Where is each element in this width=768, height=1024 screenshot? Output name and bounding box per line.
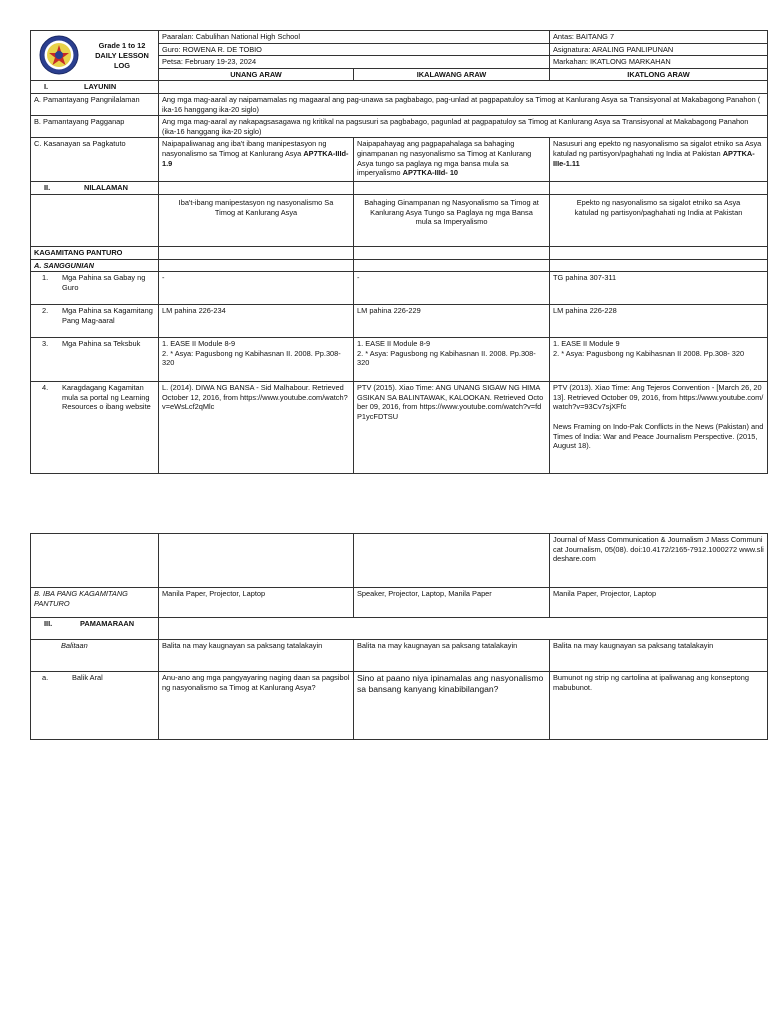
asignatura-field: Asignatura: ARALING PANLIPUNAN xyxy=(550,43,768,56)
markahan-field: Markahan: IKATLONG MARKAHAN xyxy=(550,56,768,69)
row3-day1-b: 2. * Asya: Pagusbong ng Kabihasnan II. 2008. Pp.308-320 xyxy=(162,348,341,368)
paaralan-field: Paaralan: Cabulihan National High School xyxy=(159,31,550,44)
iba-day2: Speaker, Projector, Laptop, Manila Paper xyxy=(354,588,550,618)
pangnilalaman-label: A. Pamantayang Pangnilalaman xyxy=(31,93,159,115)
row4-num: 4. xyxy=(42,383,49,393)
day2-header: IKALAWANG ARAW xyxy=(354,68,550,81)
kasanayan-day2-text: Naipapahayag ang pagpapahalaga sa bahaging ginampanan ng nasyonalismo sa Timog at Kanlurang Asya tungo sa paglaya ng mga bansa mula sa imperyalismo xyxy=(357,139,532,178)
row3-day3-a: 1. EASE II Module 9 xyxy=(553,339,620,349)
table-row xyxy=(31,338,768,382)
row4-day2: PTV (2015). Xiao Time: ANG UNANG SIGAW NG HIMAGSIKAN SA BALINTAWAK, KALOOKAN. Retrieved October 09, 2016, from https://www.youtube.com/watch?v=fdP1ycFDTSU xyxy=(354,382,550,474)
sanggunian-label: A. SANGGUNIAN xyxy=(31,259,159,272)
day1-header: UNANG ARAW xyxy=(159,68,354,81)
kasanayan-day1-text: Naipapaliwanag ang iba't ibang manipestasyon ng nasyonalismo sa Timog at Kanlurang Asya xyxy=(162,139,327,158)
row4-day3 xyxy=(550,382,768,474)
iba-label: B. IBA PANG KAGAMITANG PANTURO xyxy=(31,588,159,618)
balik-label: Balik Aral xyxy=(72,673,103,682)
kasanayan-day1-code: AP7TKA-IIId-1.9 xyxy=(162,148,349,168)
kasanayan-day2 xyxy=(354,138,550,182)
layunin-row xyxy=(31,81,768,94)
kasanayan-label: C. Kasanayan sa Pagkatuto xyxy=(31,138,159,182)
layunin-label: LAYUNIN xyxy=(84,82,117,92)
nilalaman-num: II. xyxy=(44,183,51,193)
row1-day1: - xyxy=(159,272,354,305)
petsa-field: Petsa: February 19-23, 2024 xyxy=(159,56,550,69)
grade-daily-lesson-log-label: Grade 1 to 12 DAILY LESSON LOG xyxy=(95,41,149,70)
balitaan-label: Balitaan xyxy=(31,640,159,672)
day3-header: IKATLONG ARAW xyxy=(550,68,768,81)
kasanayan-day3-text: Nasusuri ang epekto ng nasyonalismo sa sigalot etniko sa Asya katulad ng partisyon/paghahati ng India at Pakistan xyxy=(553,139,762,158)
table-row xyxy=(31,382,768,474)
row1-day3: TG pahina 307-311 xyxy=(550,272,768,305)
kagamitan-label: KAGAMITANG PANTURO xyxy=(31,246,159,259)
kasanayan-day3-code: AP7TKA-IIIe-1.11 xyxy=(553,148,755,168)
header-logo-cell xyxy=(31,31,159,81)
row2-day2: LM pahina 226-229 xyxy=(354,305,550,338)
row1-label: Mga Pahina sa Gabay ng Guro xyxy=(62,273,146,292)
guro-field: Guro: ROWENA R. DE TOBIO xyxy=(159,43,550,56)
row3-label: Mga Pahina sa Teksbuk xyxy=(62,339,141,349)
lesson-log-table-page2 xyxy=(30,533,768,740)
row2-day3: LM pahina 226-228 xyxy=(550,305,768,338)
row4-day3-b: News Framing on Indo-Pak Conflicts in the News (Pakistan) and Times of India: War and Peace Journalism Perspective. (2015, August 18). xyxy=(553,421,764,451)
row4-day1: L. (2014). DIWA NG BANSA - Sid Malhabour. Retrieved October 12, 2016, from https://www.youtube.com/watch?v=eWsLcf2qMlc xyxy=(159,382,354,474)
row2-day1: LM pahina 226-234 xyxy=(159,305,354,338)
table-row xyxy=(31,305,768,338)
row4-day3-a: PTV (2013). Xiao Time: Ang Tejeros Convention - [March 26, 2013]. Retrieved October 09, 2016, from https://www.youtube.com/watch?v=93Cv7sjXFfc xyxy=(553,383,764,412)
pagganap-label: B. Pamantayang Pagganap xyxy=(31,116,159,138)
row1-day2: - xyxy=(354,272,550,305)
iba-day3: Manila Paper, Projector, Laptop xyxy=(550,588,768,618)
balik-day1: Anu-ano ang mga pangyayaring naging daan sa pagsibol ng nasyonalismo sa Timog at Kanlurang Asya? xyxy=(159,672,354,740)
row3-day1-a: 1. EASE II Module 8-9 xyxy=(162,339,236,349)
row3-day2-b: 2. * Asya: Pagusbong ng Kabihasnan II. 2008. Pp.308-320 xyxy=(357,348,536,368)
row3-day1 xyxy=(159,338,354,382)
row3-day3 xyxy=(550,338,768,382)
nilalaman-day3: Epekto ng nasyonalismo sa sigalot etniko sa Asya katulad ng partisyon/paghahati ng India at Pakistan xyxy=(550,194,768,246)
pagganap-text: Ang mga mag-aaral ay nakapagsasagawa ng kritikal na pagsusuri sa pagbabago, pagunlad at pagpapatuloy sa Timog at Kanlurang Asya sa Transisyonal at Makabagong Panahon (ika-16 hanggang ika-20 siglo) xyxy=(159,116,768,138)
iba-day1: Manila Paper, Projector, Laptop xyxy=(159,588,354,618)
balitaan-day1: Balita na may kaugnayan sa paksang tatalakayin xyxy=(159,640,354,672)
row1-num: 1. xyxy=(42,273,49,283)
nilalaman-day2: Bahaging Ginampanan ng Nasyonalismo sa Timog at Kanlurang Asya Tungo sa Paglaya ng mga Bansa mula sa Imperyalismo xyxy=(354,194,550,246)
balik-day2: Sino at paano niya ipinamalas ang nasyonalismo sa bansang kanyang kinabibilangan? xyxy=(354,672,550,740)
kasanayan-day3 xyxy=(550,138,768,182)
balik-day3: Bumunot ng strip ng cartolina at ipaliwanag ang konseptong mabubunot. xyxy=(550,672,768,740)
balitaan-day2: Balita na may kaugnayan sa paksang tatalakayin xyxy=(354,640,550,672)
pangnilalaman-text: Ang mga mag-aaral ay naipamamalas ng magaaral ang pag-unawa sa pagbabago, pag-unlad at pagpapatuloy sa Timog at Kanlurang Asya sa Transisyonal at Makabagong Panahon ( ika-16 hanggang ika-20 siglo) xyxy=(159,93,768,115)
journal-citation: Journal of Mass Communication & Journalism J Mass Communicat Journalism, 05(08). doi:10.4172/2165-7912.1000272 www.slideshare.com xyxy=(550,534,768,588)
balitaan-day3: Balita na may kaugnayan sa paksang tatalakayin xyxy=(550,640,768,672)
row3-day2-a: 1. EASE II Module 8-9 xyxy=(357,339,431,349)
kasanayan-day2-code: AP7TKA-IIId- 10 xyxy=(402,168,459,178)
row4-label: Karagdagang Kagamitan mula sa portal ng Learning Resources o ibang website xyxy=(62,383,151,412)
row3-day2 xyxy=(354,338,550,382)
kasanayan-day1 xyxy=(159,138,354,182)
row3-day3-b: 2. * Asya: Pagusbong ng Kabihasnan II 2008. Pp.308- 320 xyxy=(553,348,745,358)
row2-num: 2. xyxy=(42,306,49,316)
balik-num: a. xyxy=(42,673,49,682)
antas-field: Antas: BAITANG 7 xyxy=(550,31,768,44)
table-row xyxy=(31,272,768,305)
pamamaraan-label: PAMAMARAAN xyxy=(80,619,135,628)
row3-num: 3. xyxy=(42,339,49,349)
lesson-log-table-page1 xyxy=(30,30,768,474)
nilalaman-label: NILALAMAN xyxy=(84,183,128,193)
nilalaman-day1: Iba't-ibang manipestasyon ng nasyonalismo Sa Timog at Kanlurang Asya xyxy=(159,194,354,246)
deped-seal-icon xyxy=(39,35,79,75)
pamamaraan-num: III. xyxy=(44,619,53,628)
row2-label: Mga Pahina sa Kagamitang Pang Mag-aaral xyxy=(62,306,153,325)
layunin-num: I. xyxy=(44,82,49,92)
